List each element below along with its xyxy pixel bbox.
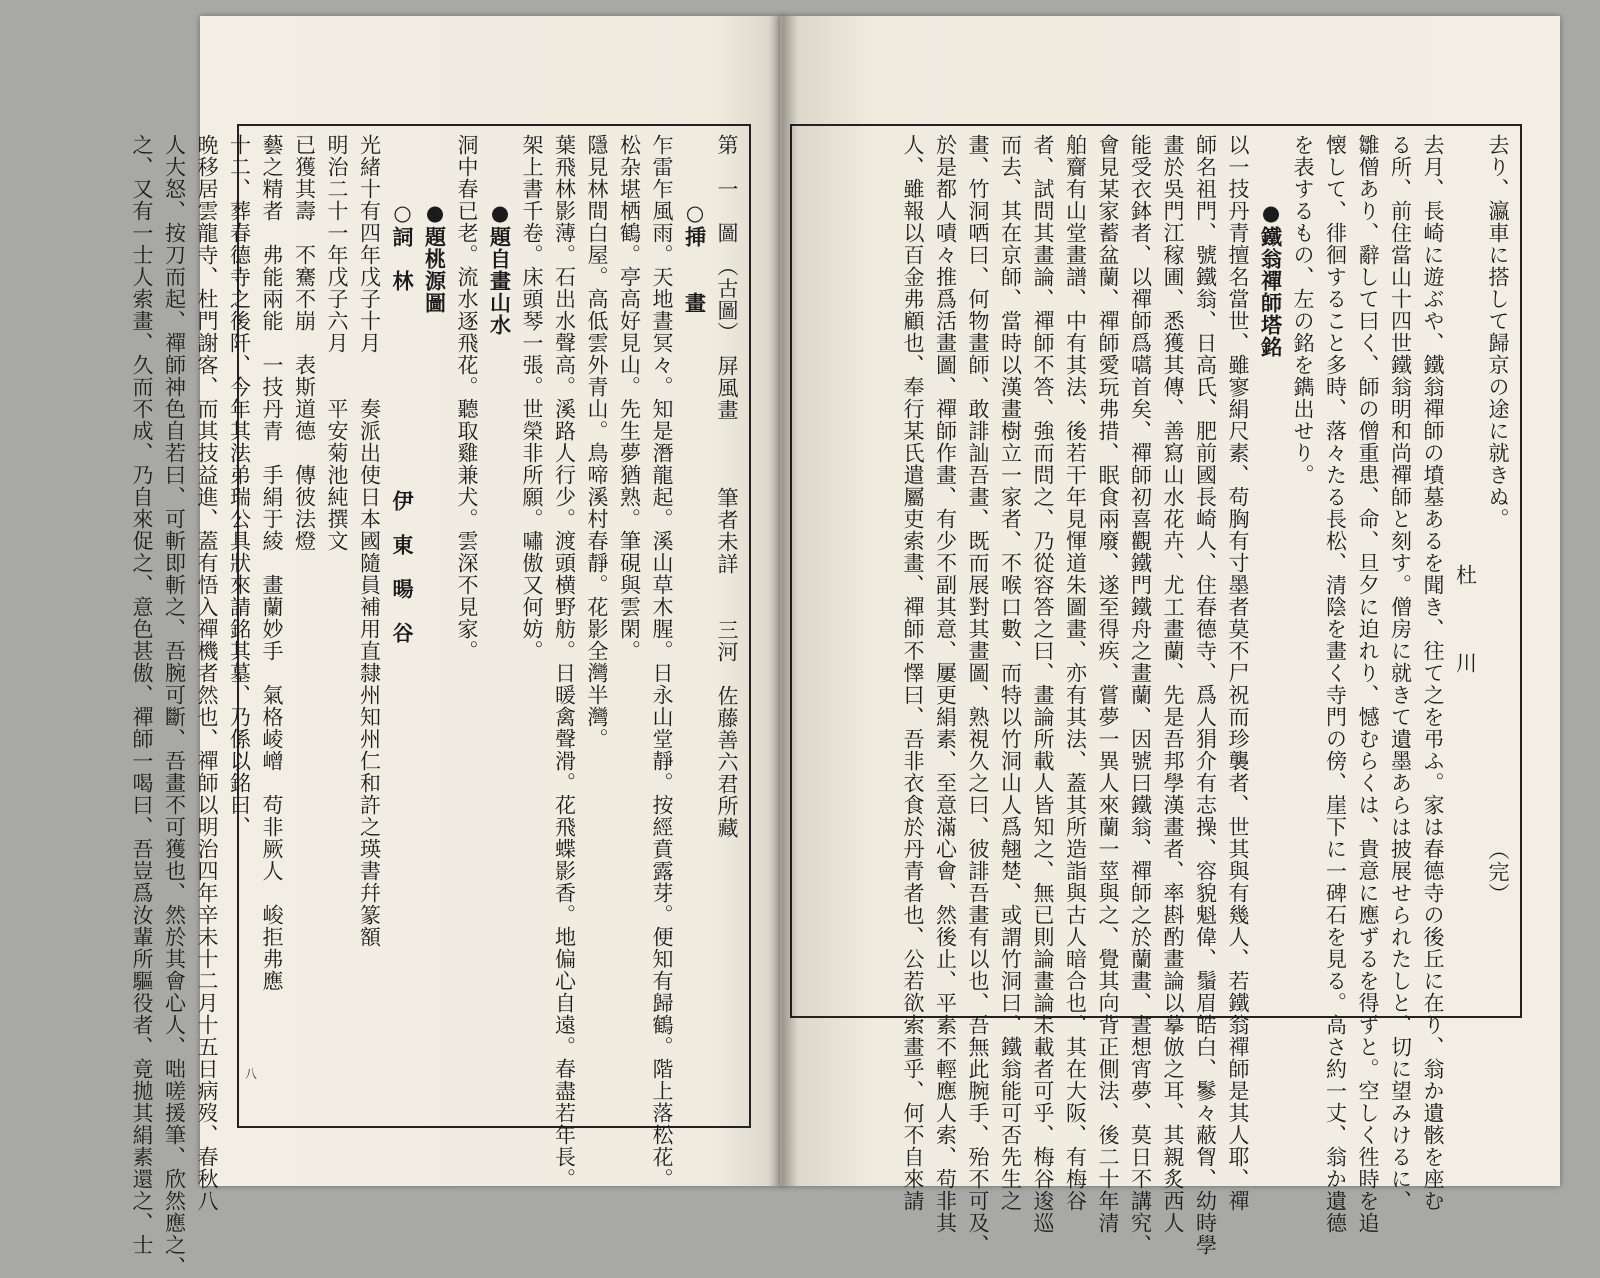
- text-column: 而去、其在京師、當時以漢畫樹立一家者、不喉口數、而特以竹洞山人爲翹楚、或謂竹洞曰、鐵翁能可否先生之: [998, 134, 1023, 1212]
- left-text-columns: [130, 134, 743, 1278]
- text-column: ●鐵翁禪師塔銘: [1258, 134, 1284, 358]
- running-head-column: 杜 川: [1453, 564, 1478, 674]
- right-text-frame: [790, 124, 1522, 1256]
- open-book: [130, 16, 1560, 1278]
- text-column: 師名祖門、號鐵翁、日高氏、肥前國長崎人、住春德寺、爲人狷介有志操、容貌魁偉、鬚眉皓白、鬖々蔽胷、幼時學: [1193, 134, 1218, 1256]
- text-column: ●題自畫山水: [487, 134, 513, 336]
- text-column: 能受衣鉢者、以禪師爲嚆首矣、禪師初喜觀鐵門鐵舟之畫蘭、因號曰鐵翁、禪師之於蘭畫、晝想宵夢、莫日不講究、: [1128, 134, 1153, 1256]
- text-column: 隱見林間白屋。高低雲外青山。鳥啼溪村春靜。花影全灣半灣。: [585, 134, 609, 750]
- text-column: 架上書千卷。床頭琴一張。世榮非所願。嘯傲又何妨。: [520, 134, 544, 662]
- text-column: 畫、竹洞哂曰、何物畫師、敢誹訕吾畫、既而展對其畫圖、熟視久之曰、彼誹吾畫有以也、吾無此腕手、殆不可及、: [966, 134, 990, 1256]
- right-page: [780, 16, 1560, 1256]
- text-column: 懐して、徘徊すること多時、落々たる長松、清陰を畫く寺門の傍、崖下に一碑石を見る。高さ約一丈、翁か遺德: [1323, 134, 1348, 1234]
- text-column: 第 一 圖 （古圖） 屏風畫 筆者未詳 三河 佐藤善六君所藏: [715, 134, 739, 839]
- text-column: 以一技丹青擅名當世、雖寥絹尺素、苟胸有寸墨者莫不尸祝而珍襲者、世其與有幾人、若鐵翁禪師是其人耶、禪: [1226, 134, 1250, 1212]
- text-column: 藝之精者 弗能兩能 一技丹青 手絹于綾 畫蘭妙手 氣格崚嶒 苟非厥人 峻拒弗應: [260, 134, 284, 992]
- right-text-columns: [798, 134, 1514, 1256]
- left-text-frame: [130, 124, 751, 1278]
- text-column: ○挿 畫: [682, 134, 708, 314]
- text-column: ●題桃源圖: [422, 134, 448, 314]
- text-column: 已獲其壽 不騫不崩 表斯道德 傳彼法燈: [292, 134, 317, 552]
- text-column: 畫於吳門江稼圃、悉獲其傳、善寫山水花卉、尤工畫蘭、先是吾邦學漢畫者、率斟酌畫論以摹倣之耳、其親炙西人: [1161, 134, 1185, 1234]
- text-column: ○詞 林 伊 東 暘 谷: [390, 134, 415, 644]
- text-column: る所、前住當山十四世鐵翁明和尚禪師と刻す。僧房に就きて遺墨あらは披展せられたしと、切に望みけるに、: [1388, 134, 1413, 1212]
- page-number: 八: [245, 1067, 258, 1081]
- text-column: 乍雷乍風雨。天地晝冥々。知是潛龍起。溪山草木腥。日永山堂靜。按經賁露芽。便知有歸鶴。階上落松花。: [650, 134, 674, 1190]
- text-column: 之、又有一士人索畫、久而不成、乃自來促之、意色甚傲、禪師一喝曰、吾豈爲汝輩所驅役者、竟拋其絹素還之、士: [130, 134, 154, 1256]
- text-column: 明治二十一年戊子六月 平安菊池純撰文: [325, 134, 349, 552]
- text-column: 於是都人嘖々推爲活畫圖、禪師作畫、有少不副其意、屢更絹素、至意滿心會、然後止、平素不輕應人索、苟非其: [933, 134, 958, 1234]
- left-page: [130, 16, 785, 1278]
- book-gutter: [768, 16, 798, 1186]
- text-column: 去月、長崎に遊ぶや、鐵翁禪師の墳墓あるを聞き、往て之を弔ふ。家は春德寺の後丘に在り、翁か遺骸を座む: [1421, 134, 1445, 1212]
- text-column: 松杂堪栖鶴。亭高好見山。先生夢猶熟。筆硯與雲閑。: [617, 134, 642, 662]
- text-column: 葉飛林影薄。石出水聲高。溪路人行少。渡頭横野舫。日暖禽聲滑。花飛蝶影香。地偏心自遠。春盡若年長。: [552, 134, 577, 1190]
- text-column: を表するもの、左の銘を鐫出せり。: [1291, 134, 1315, 486]
- text-column: 會見某家蓄盆蘭、禪師愛玩弗措、眠食兩廢、遂至得疾、嘗夢一異人來蘭一莖與之、覺其向背正側法、後二十年清: [1096, 134, 1120, 1234]
- text-column: 洞中春已老。流水逐飛花。聽取雞兼犬。雲深不見家。: [455, 134, 479, 662]
- text-column: 人大怒、按刀而起、禪師神色自若曰、可斬即斬之、吾腕可斷、吾畫不可獲也、然於其會心人、咄嗟援筆、欣然應之、: [162, 134, 187, 1278]
- text-column: 雛僧あり、辭して曰く、師の僧重患、命、旦夕に迫れり、憾むらくは、貴意に應ずるを得ずと。空しく徃時を追: [1356, 134, 1380, 1234]
- text-column: 舶齎有山堂畫譜、中有其法、後若干年見惲道朱圖畫、亦有其法、蓋其所造詣與古人暗合也、其在大阪、有梅谷: [1063, 134, 1088, 1212]
- text-column: 人、雖報以百金弗顧也、奉行某氏遣屬吏索畫、禪師不懌曰、吾非衣食於丹青者也、公若欲索畫乎、何不自來請: [901, 134, 925, 1212]
- text-column: 去り、瀛車に搭して歸京の途に就きぬ。 （完）: [1486, 134, 1510, 905]
- text-column: 十二、葬春德寺之後阡、今年其法弟瑞公具狀來請銘其墓、乃係以銘曰、: [227, 134, 252, 838]
- text-column: 晩移居雲龍寺、杜門謝客、而其技益進、蓋有悟入禪機者然也、禪師以明治四年辛未十二月十五日病歿、春秋八: [195, 134, 219, 1212]
- text-column: 者、試問其畫論、禪師不答、強而問之、乃從容答之曰、畫論所載人皆知之、無已則論畫論未載者可乎、梅谷逡巡: [1031, 134, 1055, 1234]
- text-column: 光緒十有四年戊子十月 奏派出使日本國隨員補用直隸州知州仁和許之瑛書幷篆額: [357, 134, 382, 948]
